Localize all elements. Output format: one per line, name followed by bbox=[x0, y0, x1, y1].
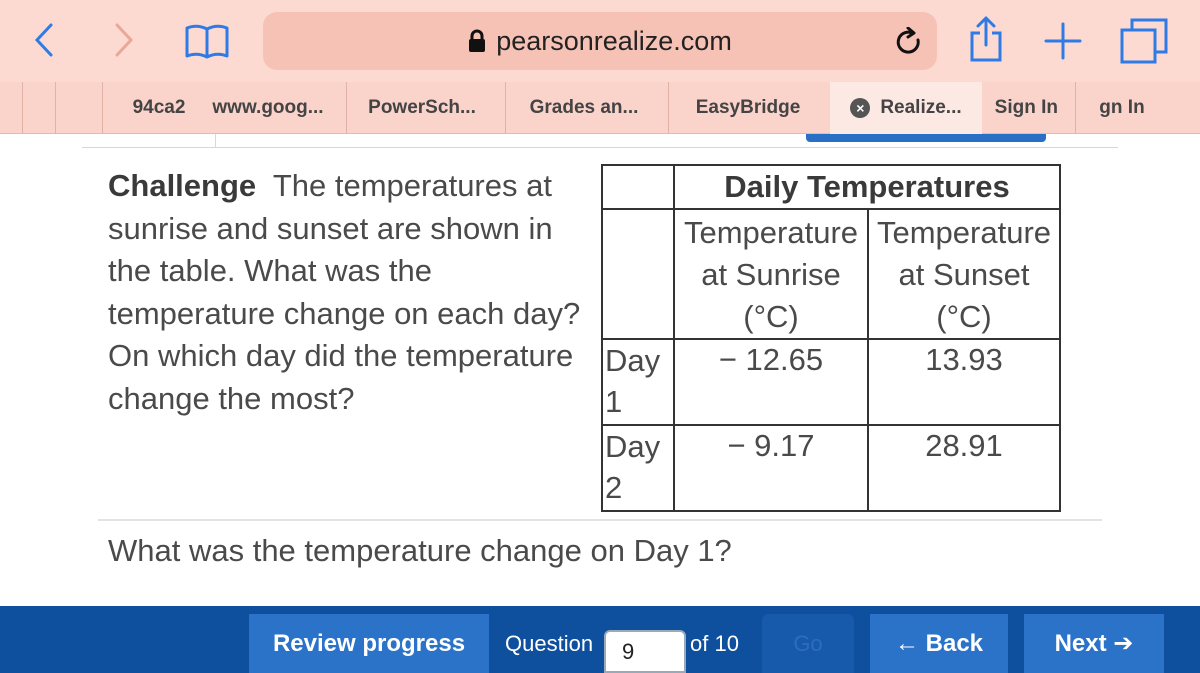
favorite-sign-in-2[interactable]: gn In bbox=[1099, 97, 1145, 118]
favorite-grades[interactable]: Grades an... bbox=[529, 97, 639, 118]
favorite-94ca2[interactable]: 94ca2 bbox=[132, 97, 186, 118]
table-title: Daily Temperatures bbox=[674, 165, 1060, 209]
url-text: pearsonrealize.com bbox=[496, 25, 732, 56]
table-row bbox=[602, 425, 1060, 511]
favorite-realize-label: Realize... bbox=[880, 97, 962, 118]
question-number-input[interactable] bbox=[604, 630, 686, 673]
favorite-realize-active[interactable] bbox=[830, 82, 982, 134]
back-button[interactable]: ← Back bbox=[870, 614, 1008, 673]
favorites-separator bbox=[346, 82, 347, 134]
forward-chevron-icon[interactable] bbox=[108, 20, 140, 60]
tabs-icon[interactable] bbox=[1118, 16, 1170, 66]
sunrise-value: − 12.65 bbox=[674, 339, 868, 425]
share-icon[interactable] bbox=[966, 14, 1006, 64]
browser-toolbar bbox=[0, 0, 1200, 82]
favorites-separator bbox=[1075, 82, 1076, 134]
sunset-value: 28.91 bbox=[868, 425, 1060, 511]
day-label: Day 1 bbox=[602, 339, 674, 425]
question-prompt: What was the temperature change on Day 1? bbox=[108, 533, 732, 568]
day-label: Day 2 bbox=[602, 425, 674, 511]
favorites-separator bbox=[22, 82, 23, 134]
challenge-label: Challenge bbox=[108, 168, 257, 203]
column-header-sunrise: Temperature at Sunrise (°C) bbox=[674, 209, 868, 339]
column-header-sunset: Temperature at Sunset (°C) bbox=[868, 209, 1060, 339]
table-row bbox=[602, 339, 1060, 425]
sunset-value: 13.93 bbox=[868, 339, 1060, 425]
challenge-text bbox=[108, 165, 600, 420]
review-progress-button[interactable]: Review progress bbox=[249, 614, 489, 673]
challenge-body: The temperatures at sunrise and sunset are shown in the table. What was the temperature change on each day? On which day did the temperature change the most? bbox=[108, 168, 581, 416]
next-button[interactable]: Next ➔ bbox=[1024, 614, 1164, 673]
content-divider bbox=[98, 519, 1102, 521]
favorites-separator bbox=[55, 82, 56, 134]
favorites-bar bbox=[0, 82, 1200, 134]
sunrise-value: − 9.17 bbox=[674, 425, 868, 511]
favorites-separator bbox=[102, 82, 103, 134]
favorite-powerschool[interactable]: PowerSch... bbox=[368, 97, 476, 118]
favorites-separator bbox=[505, 82, 506, 134]
page-header-strip bbox=[82, 134, 1118, 148]
favorite-google[interactable]: www.goog... bbox=[212, 97, 324, 118]
question-total-label: of 10 bbox=[690, 630, 739, 656]
assessment-nav-bar bbox=[0, 606, 1200, 673]
favorite-easybridge[interactable]: EasyBridge bbox=[695, 97, 801, 118]
favorites-separator bbox=[668, 82, 669, 134]
back-chevron-icon[interactable] bbox=[28, 20, 60, 60]
reload-icon[interactable] bbox=[891, 24, 927, 60]
daily-temperatures-table bbox=[601, 164, 1061, 512]
table-empty-header bbox=[602, 209, 674, 339]
close-icon[interactable]: × bbox=[850, 98, 870, 118]
bookmarks-icon[interactable] bbox=[182, 20, 232, 62]
table-corner-cell bbox=[602, 165, 674, 209]
plus-icon[interactable] bbox=[1040, 18, 1086, 64]
address-bar[interactable] bbox=[263, 12, 937, 70]
go-button[interactable]: Go bbox=[762, 614, 854, 673]
question-label: Question bbox=[505, 630, 594, 656]
favorite-sign-in[interactable]: Sign In bbox=[994, 97, 1058, 118]
lock-icon bbox=[468, 29, 486, 53]
